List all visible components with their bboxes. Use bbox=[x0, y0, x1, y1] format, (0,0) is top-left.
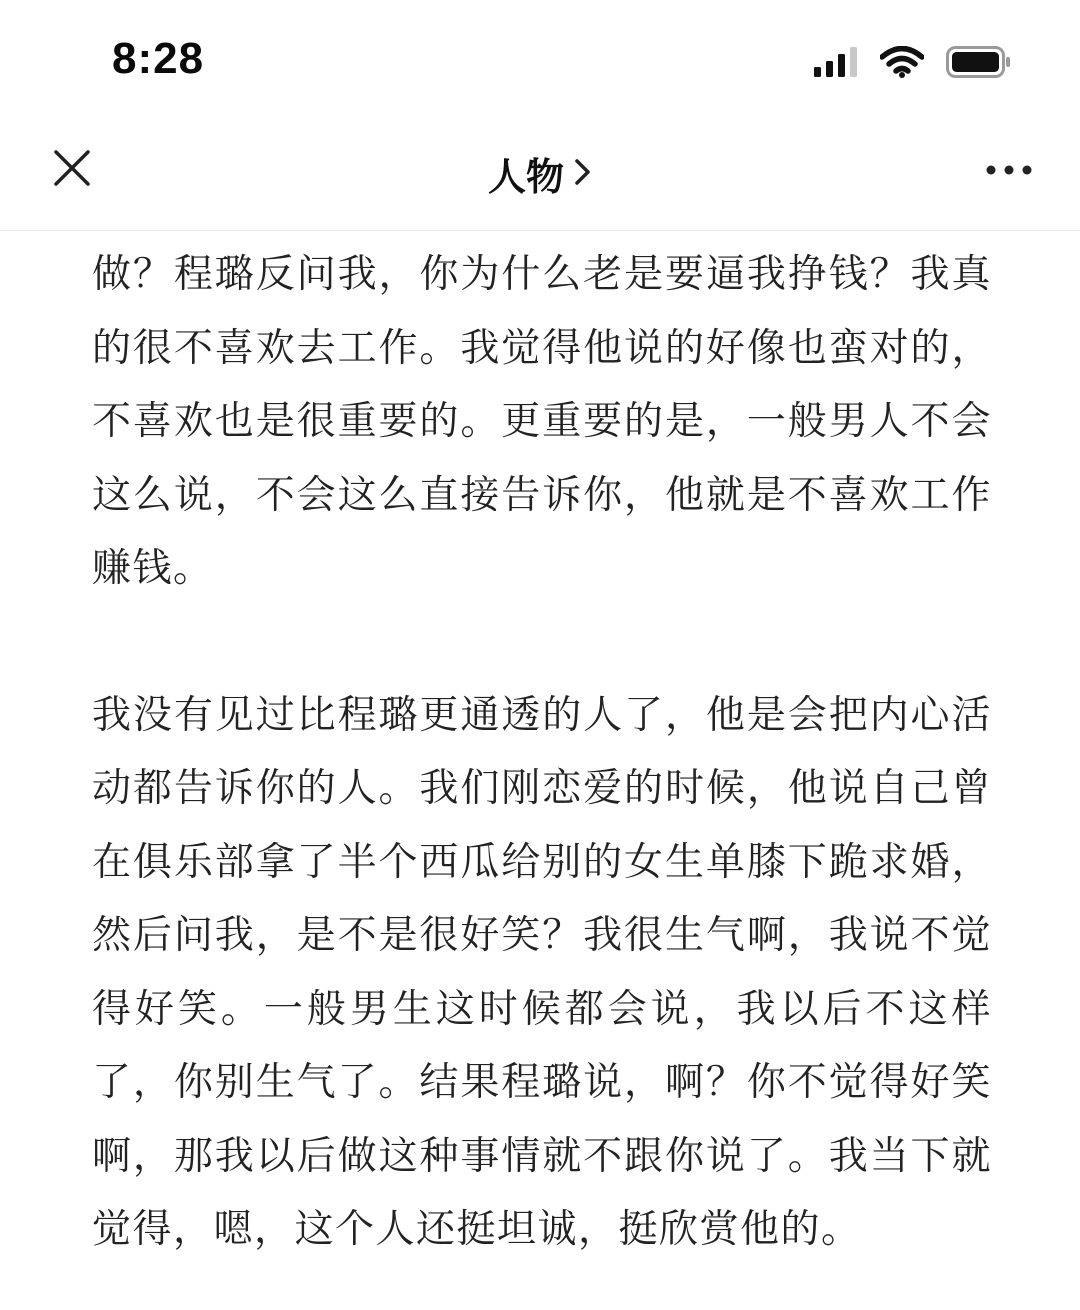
article-paragraph: 我没有见过比程璐更通透的人了，他是会把内心活动都告诉你的人。我们刚恋爱的时候，他说自己曾在俱乐部拿了半个西瓜给别的女生单膝下跪求婚，然后问我，是不是很好笑？我很生气啊，我说不觉得好笑。一般男生这时候都会说，我以后不这样了，你别生气了。结果程璐说，啊？你不觉得好笑啊，那我以后做这种事情就不跟你说了。我当下就觉得，嗯，这个人还挺坦诚，挺欣赏他的。 bbox=[92, 692, 992, 1252]
status-bar bbox=[0, 0, 1080, 120]
cellular-signal-icon bbox=[814, 47, 858, 77]
article-paragraph: 做？程璐反问我，你为什么老是要逼我挣钱？我真的很不喜欢去工作。我觉得他说的好像也蛮对的，不喜欢也是很重要的。更重要的是，一般男人不会这么说，不会这么直接告诉你，他就是不喜欢工作赚钱。 bbox=[92, 252, 992, 591]
more-horizontal-icon bbox=[985, 161, 1033, 180]
status-time: 8:28 bbox=[112, 34, 205, 83]
battery-icon bbox=[946, 46, 1012, 78]
account-title-link[interactable] bbox=[0, 146, 1080, 201]
article-body bbox=[92, 238, 992, 1267]
chevron-right-icon bbox=[574, 152, 592, 196]
wifi-icon bbox=[880, 46, 924, 78]
nav-bar bbox=[0, 120, 1080, 231]
page-title: 人物 bbox=[487, 155, 564, 199]
status-icons bbox=[814, 42, 1012, 82]
more-button[interactable] bbox=[984, 150, 1034, 190]
